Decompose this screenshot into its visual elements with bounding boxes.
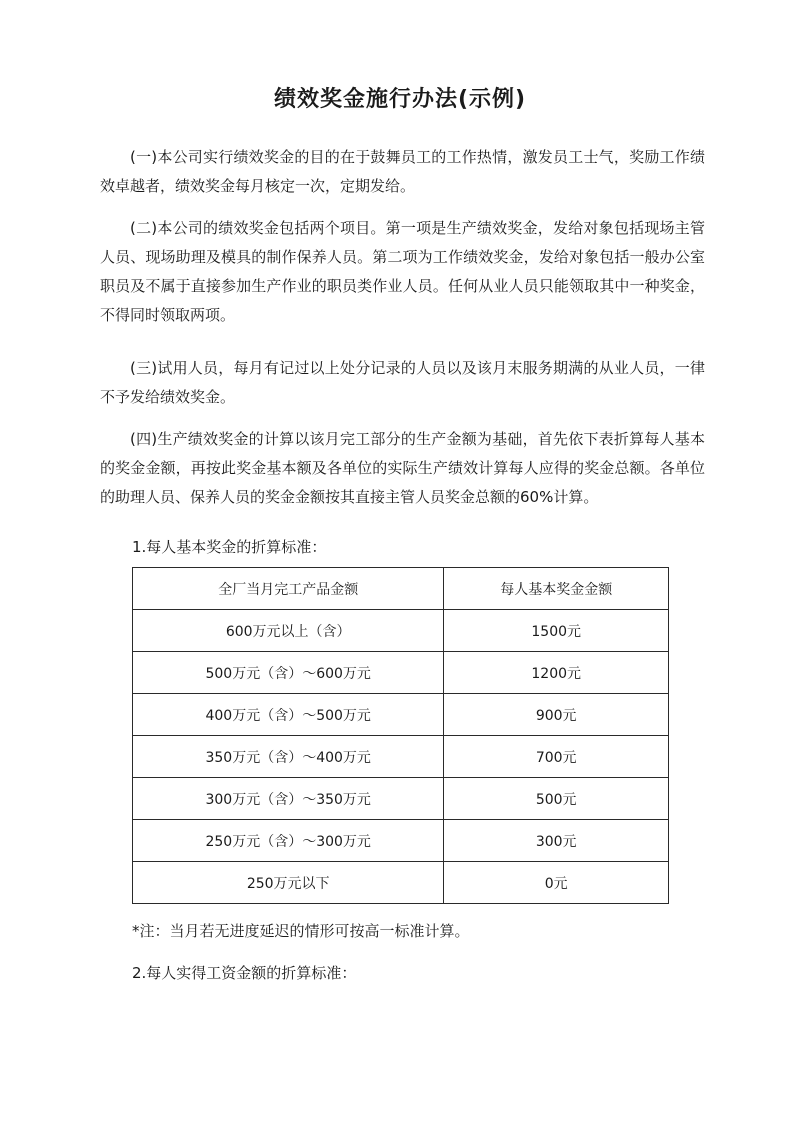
table-row	[133, 610, 669, 652]
subheading-basic-bonus: 1.每人基本奖金的折算标准：	[132, 538, 327, 556]
table-row	[133, 820, 669, 862]
paragraph-4: (四)生产绩效奖金的计算以该月完工部分的生产金额为基础，首先依下表折算每人基本的奖金金额，再按此奖金基本额及各单位的实际生产绩效计算每人应得的奖金总额。各单位的助理人员、保养人员的奖金金额按其直接主管人员奖金总额的60%计算。	[100, 430, 705, 506]
paragraph-1: (一)本公司实行绩效奖金的目的在于鼓舞员工的工作热情，激发员工士气，奖励工作绩效卓越者，绩效奖金每月核定一次，定期发给。	[100, 148, 705, 195]
table-cell: 300万元（含）～350万元	[133, 778, 444, 820]
table-note: *注：当月若无进度延迟的情形可按高一标准计算。	[132, 922, 470, 940]
bonus-table	[132, 567, 669, 904]
table-cell: 400万元（含）～500万元	[133, 694, 444, 736]
table-row	[133, 652, 669, 694]
table-row	[133, 862, 669, 904]
table-cell: 300元	[444, 820, 669, 862]
table-cell: 250万元（含）～300万元	[133, 820, 444, 862]
table-cell: 600万元以上（含）	[133, 610, 444, 652]
paragraph-3: (三)试用人员，每月有记过以上处分记录的人员以及该月末服务期满的从业人员，一律不予发给绩效奖金。	[100, 359, 705, 406]
table-cell: 500万元（含）～600万元	[133, 652, 444, 694]
table-header-cell: 每人基本奖金金额	[444, 568, 669, 610]
table-cell: 700元	[444, 736, 669, 778]
table-row	[133, 736, 669, 778]
table-header-row	[133, 568, 669, 610]
subheading-actual-pay: 2.每人实得工资金额的折算标准：	[132, 964, 357, 982]
paragraph-2: (二)本公司的绩效奖金包括两个项目。第一项是生产绩效奖金，发给对象包括现场主管人员、现场助理及模具的制作保养人员。第二项为工作绩效奖金，发给对象包括一般办公室职员及不属于直接参加生产作业的职员类作业人员。任何从业人员只能领取其中一种奖金，不得同时领取两项。	[100, 219, 705, 324]
table-cell: 1200元	[444, 652, 669, 694]
table-cell: 350万元（含）～400万元	[133, 736, 444, 778]
table-header-cell: 全厂当月完工产品金额	[133, 568, 444, 610]
table-row	[133, 778, 669, 820]
table-cell: 900元	[444, 694, 669, 736]
table-row	[133, 694, 669, 736]
table-cell: 500元	[444, 778, 669, 820]
table-cell: 250万元以下	[133, 862, 444, 904]
document-title: 绩效奖金施行办法(示例)	[273, 87, 527, 112]
table-cell: 0元	[444, 862, 669, 904]
table-cell: 1500元	[444, 610, 669, 652]
